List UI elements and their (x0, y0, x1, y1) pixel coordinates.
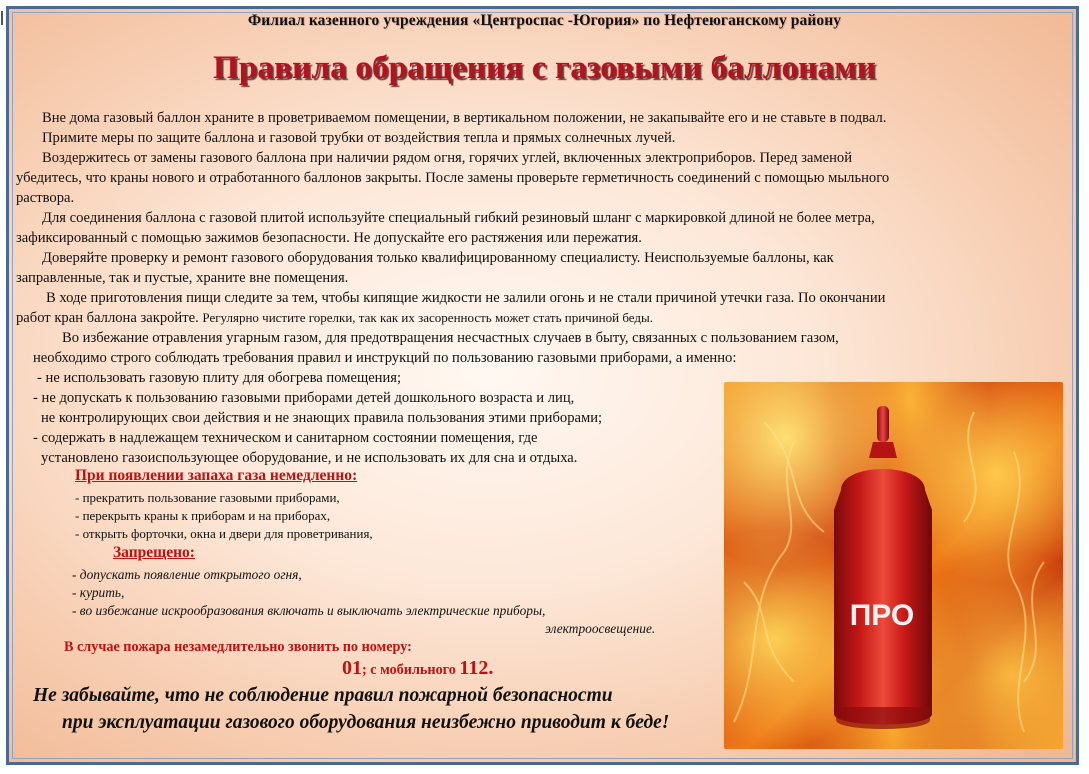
gas-smell-item-1: - прекратить пользование газовыми приборами, (75, 490, 340, 505)
cylinder-label: ПРО (849, 599, 915, 632)
paragraph-4-cont: зафиксированный с помощью зажимов безопасности. Не допускайте его растяжения или пережатия. (16, 230, 642, 246)
paragraph-3-cont: убедитесь, что краны нового и отработанного баллонов закрыты. После замены проверьте герметичность соединений с помощью мыльного (16, 170, 890, 186)
paragraph-6: В ходе приготовления пищи следите за тем, чтобы кипящие жидкости не залили огонь и не стали причиной утечки газа. По окончании (46, 290, 886, 306)
forbidden-item-2: - курить, (72, 585, 125, 600)
forbidden-heading: Запрещено: (113, 544, 195, 561)
gas-cylinder-illustration (724, 382, 1063, 749)
paragraph-6-cont (16, 308, 653, 328)
paragraph-7-cont: необходимо строго соблюдать требования правил и инструкций по пользованию газовыми приборами, а именно: (33, 350, 737, 366)
rule-item-2: - не допускать к пользованию газовыми приборами детей дошкольного возраста и лиц, (33, 390, 575, 406)
rule-item-1: - не использовать газовую плиту для обогрева помещения; (37, 370, 402, 386)
paragraph-5: Доверяйте проверку и ремонт газового оборудования только квалифицированному специалисту. Неиспользуемые баллоны, как (42, 250, 834, 266)
emergency-number-112: 112 (459, 657, 489, 679)
organization-header: Филиал казенного учреждения «Центроспас -Югория» по Нефтеюганскому району (247, 12, 842, 29)
rule-item-3-cont: установлено газоиспользующее оборудование, и не использовать их для сна и отдыха. (41, 450, 578, 466)
emergency-call-text: В случае пожара незамедлительно звонить по номеру: (64, 639, 412, 655)
rule-item-2-cont: не контролирующих свои действия и не знающих правила пользования этими приборами; (41, 410, 603, 426)
forbidden-item-3: - во избежание искрообразования включать и выключать электрические приборы, (72, 603, 546, 618)
emergency-number-01: 01 (342, 657, 362, 679)
rule-item-3: - содержать в надлежащем техническом и санитарном состоянии помещения, где (33, 430, 538, 446)
paragraph-6-note: Регулярно чистите горелки, так как их засоренность может стать причиной беды. (202, 310, 653, 325)
paragraph-6-end: работ кран баллона закройте. (16, 310, 199, 326)
cylinder-base (836, 707, 930, 729)
page-title: Правила обращения с газовыми баллонами (213, 50, 876, 86)
forbidden-item-1: - допускать появление открытого огня, (72, 567, 302, 582)
paragraph-3: Воздержитесь от замены газового баллона при наличии рядом огня, горячих углей, включенных электроприборов. Перед заменой (42, 150, 853, 166)
paragraph-3-end: раствора. (16, 190, 75, 206)
paragraph-7: Во избежание отравления угарным газом, для предотвращения несчастных случаев в быту, связанных с пользованием газом, (62, 330, 839, 346)
emergency-numbers (342, 657, 493, 680)
closing-line-1: Не забывайте, что не соблюдение правил пожарной безопасности (33, 685, 613, 706)
gas-cylinder-fire-image (724, 382, 1063, 749)
paragraph-1: Вне дома газовый баллон храните в проветриваемом помещении, в вертикальном положении, не закапывайте его и не ставьте в подвал. (42, 110, 887, 126)
cylinder-valve (877, 406, 889, 442)
cylinder-body (834, 469, 932, 725)
paragraph-4: Для соединения баллона с газовой плитой используйте специальный гибкий резиновый шланг с маркировкой длиной не более метра, (42, 210, 875, 226)
emergency-end: . (488, 657, 494, 679)
gas-smell-item-2: - перекрыть краны к приборам и на приборах, (75, 508, 331, 523)
paragraph-2: Примите меры по защите баллона и газовой трубки от воздействия тепла и прямых солнечных лучей. (42, 130, 676, 146)
emergency-mid-text: ; с мобильного (362, 662, 460, 678)
forbidden-item-3-cont: электроосвещение. (545, 621, 656, 636)
gas-smell-heading: При появлении запаха газа немедленно: (75, 467, 358, 484)
gas-smell-item-3: - открыть форточки, окна и двери для проветривания, (75, 526, 373, 541)
closing-line-2: при эксплуатации газового оборудования неизбежно приводит к беде! (62, 712, 670, 733)
paragraph-5-cont: заправленные, так и пустые, храните вне помещения. (16, 270, 349, 286)
cylinder-valve-base (869, 442, 897, 458)
